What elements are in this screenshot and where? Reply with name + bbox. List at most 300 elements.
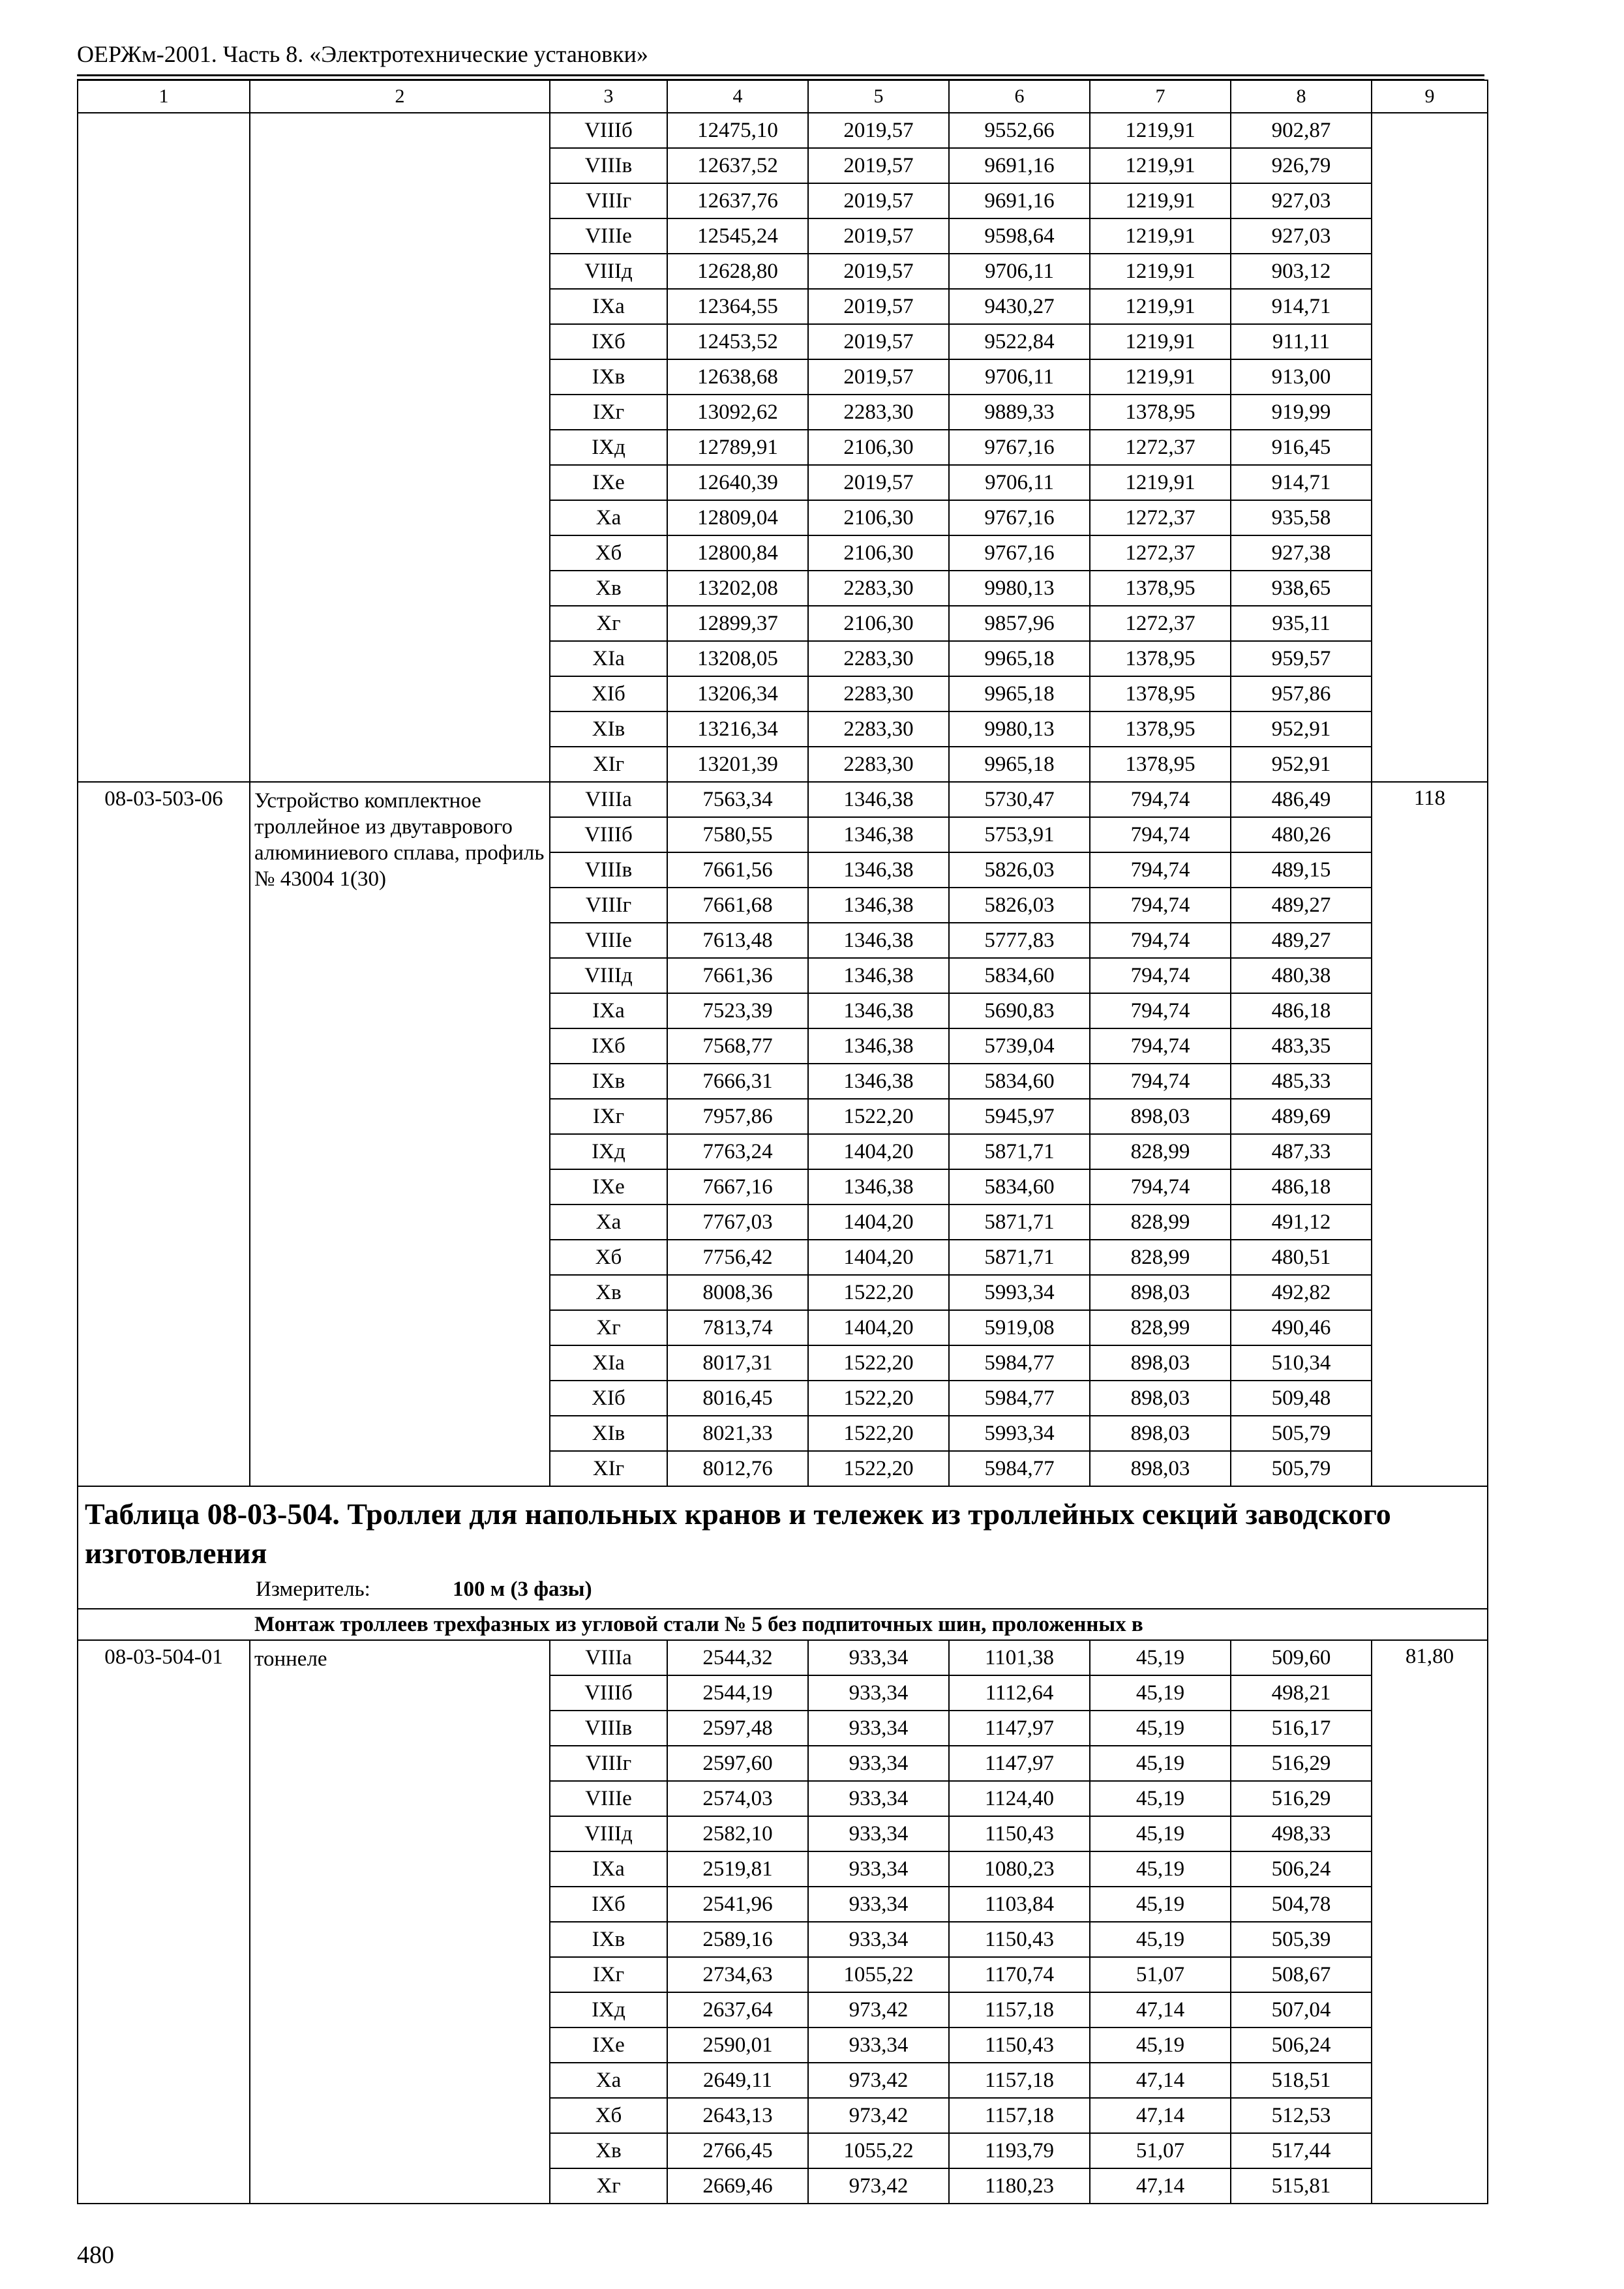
materials-cost: 914,71	[1231, 465, 1372, 500]
driver-wage: 45,19	[1090, 1816, 1231, 1851]
rate-description: Устройство комплектное троллейное из двутаврового алюминиевого сплава, профиль № 43004 1(30)	[250, 782, 550, 1486]
driver-wage: 794,74	[1090, 1064, 1231, 1099]
materials-cost: 903,12	[1231, 254, 1372, 289]
driver-wage: 45,19	[1090, 1640, 1231, 1675]
labor-cost: 2283,30	[808, 711, 949, 747]
region-code: IXа	[550, 289, 667, 324]
driver-wage: 45,19	[1090, 1781, 1231, 1816]
driver-wage: 794,74	[1090, 782, 1231, 817]
materials-cost: 487,33	[1231, 1134, 1372, 1169]
total-cost: 12637,76	[667, 183, 808, 218]
region-code: VIIIб	[550, 113, 667, 148]
materials-cost: 486,18	[1231, 993, 1372, 1028]
total-cost: 7661,56	[667, 852, 808, 888]
region-code: VIIIе	[550, 218, 667, 254]
materials-cost: 902,87	[1231, 113, 1372, 148]
total-cost: 2637,64	[667, 1992, 808, 2027]
driver-wage: 794,74	[1090, 888, 1231, 923]
materials-cost: 506,24	[1231, 1851, 1372, 1887]
region-code: VIIIв	[550, 1711, 667, 1746]
rate-code: 08-03-504-01	[78, 1640, 250, 2204]
materials-cost: 516,29	[1231, 1746, 1372, 1781]
total-cost: 12453,52	[667, 324, 808, 359]
total-cost: 2766,45	[667, 2133, 808, 2168]
labor-cost: 973,42	[808, 2168, 949, 2204]
table-row	[78, 1640, 1488, 1675]
labor-cost: 933,34	[808, 1781, 949, 1816]
region-code: XIг	[550, 747, 667, 782]
materials-cost: 498,21	[1231, 1675, 1372, 1711]
machine-cost: 9552,66	[949, 113, 1090, 148]
total-cost: 7523,39	[667, 993, 808, 1028]
table-title-row	[78, 1486, 1488, 1609]
region-code: VIIIб	[550, 817, 667, 852]
region-code: VIIIв	[550, 852, 667, 888]
driver-wage: 45,19	[1090, 2027, 1231, 2063]
materials-cost: 927,03	[1231, 183, 1372, 218]
machine-cost: 9691,16	[949, 183, 1090, 218]
region-code: IXд	[550, 1134, 667, 1169]
labor-hours	[1372, 113, 1488, 782]
total-cost: 7957,86	[667, 1099, 808, 1134]
machine-cost: 5945,97	[949, 1099, 1090, 1134]
materials-cost: 515,81	[1231, 2168, 1372, 2204]
region-code: XIа	[550, 641, 667, 676]
total-cost: 12809,04	[667, 500, 808, 535]
region-code: IXе	[550, 2027, 667, 2063]
total-cost: 2519,81	[667, 1851, 808, 1887]
total-cost: 7813,74	[667, 1310, 808, 1345]
materials-cost: 927,03	[1231, 218, 1372, 254]
labor-cost: 1346,38	[808, 1064, 949, 1099]
rates-table	[77, 80, 1488, 2204]
total-cost: 7580,55	[667, 817, 808, 852]
labor-cost: 1404,20	[808, 1134, 949, 1169]
total-cost: 12637,52	[667, 148, 808, 183]
machine-cost: 5834,60	[949, 958, 1090, 993]
labor-cost: 2283,30	[808, 747, 949, 782]
labor-cost: 1522,20	[808, 1381, 949, 1416]
column-number: 4	[667, 80, 808, 113]
machine-cost: 5826,03	[949, 852, 1090, 888]
machine-cost: 9857,96	[949, 606, 1090, 641]
driver-wage: 47,14	[1090, 2098, 1231, 2133]
total-cost: 7767,03	[667, 1204, 808, 1240]
total-cost: 2734,63	[667, 1957, 808, 1992]
materials-cost: 959,57	[1231, 641, 1372, 676]
header-rule	[77, 74, 1484, 76]
total-cost: 12638,68	[667, 359, 808, 395]
labor-cost: 1346,38	[808, 993, 949, 1028]
total-cost: 13208,05	[667, 641, 808, 676]
total-cost: 12364,55	[667, 289, 808, 324]
materials-cost: 518,51	[1231, 2063, 1372, 2098]
running-header: ОЕРЖм-2001. Часть 8. «Электротехнические установки»	[77, 41, 648, 67]
region-code: Xв	[550, 571, 667, 606]
machine-cost: 5984,77	[949, 1345, 1090, 1381]
machine-cost: 5826,03	[949, 888, 1090, 923]
driver-wage: 794,74	[1090, 958, 1231, 993]
driver-wage: 794,74	[1090, 817, 1231, 852]
machine-cost: 1170,74	[949, 1957, 1090, 1992]
driver-wage: 1272,37	[1090, 430, 1231, 465]
labor-cost: 1346,38	[808, 1169, 949, 1204]
driver-wage: 898,03	[1090, 1275, 1231, 1310]
driver-wage: 1378,95	[1090, 395, 1231, 430]
labor-cost: 933,34	[808, 1851, 949, 1887]
materials-cost: 512,53	[1231, 2098, 1372, 2133]
materials-cost: 508,67	[1231, 1957, 1372, 1992]
labor-cost: 1522,20	[808, 1275, 949, 1310]
labor-cost: 2019,57	[808, 289, 949, 324]
region-code: Xв	[550, 1275, 667, 1310]
machine-cost: 5777,83	[949, 923, 1090, 958]
labor-cost: 1346,38	[808, 888, 949, 923]
machine-cost: 5834,60	[949, 1169, 1090, 1204]
machine-cost: 5730,47	[949, 782, 1090, 817]
machine-cost: 9522,84	[949, 324, 1090, 359]
total-cost: 8021,33	[667, 1416, 808, 1451]
region-code: Xа	[550, 2063, 667, 2098]
region-code: IXб	[550, 1028, 667, 1064]
total-cost: 2582,10	[667, 1816, 808, 1851]
machine-cost: 5919,08	[949, 1310, 1090, 1345]
labor-cost: 933,34	[808, 1887, 949, 1922]
driver-wage: 45,19	[1090, 1675, 1231, 1711]
region-code: Xб	[550, 1240, 667, 1275]
total-cost: 12545,24	[667, 218, 808, 254]
driver-wage: 1378,95	[1090, 571, 1231, 606]
materials-cost: 505,79	[1231, 1416, 1372, 1451]
driver-wage: 1378,95	[1090, 676, 1231, 711]
machine-cost: 5834,60	[949, 1064, 1090, 1099]
machine-cost: 9706,11	[949, 465, 1090, 500]
driver-wage: 1272,37	[1090, 535, 1231, 571]
region-code: VIIIг	[550, 183, 667, 218]
column-number: 9	[1372, 80, 1488, 113]
region-code: IXг	[550, 1099, 667, 1134]
labor-cost: 2019,57	[808, 218, 949, 254]
materials-cost: 916,45	[1231, 430, 1372, 465]
labor-cost: 2283,30	[808, 641, 949, 676]
driver-wage: 47,14	[1090, 2063, 1231, 2098]
region-code: VIIIг	[550, 888, 667, 923]
labor-cost: 1522,20	[808, 1451, 949, 1486]
region-code: IXа	[550, 993, 667, 1028]
region-code: XIг	[550, 1451, 667, 1486]
driver-wage: 1219,91	[1090, 113, 1231, 148]
machine-cost: 1112,64	[949, 1675, 1090, 1711]
total-cost: 13206,34	[667, 676, 808, 711]
rate-description: тоннеле	[250, 1640, 550, 2204]
materials-cost: 480,26	[1231, 817, 1372, 852]
materials-cost: 505,39	[1231, 1922, 1372, 1957]
machine-cost: 5993,34	[949, 1416, 1090, 1451]
region-code: VIIIд	[550, 254, 667, 289]
total-cost: 8017,31	[667, 1345, 808, 1381]
materials-cost: 480,38	[1231, 958, 1372, 993]
machine-cost: 5690,83	[949, 993, 1090, 1028]
total-cost: 7661,68	[667, 888, 808, 923]
driver-wage: 898,03	[1090, 1099, 1231, 1134]
total-cost: 2669,46	[667, 2168, 808, 2204]
region-code: IXе	[550, 1169, 667, 1204]
driver-wage: 1219,91	[1090, 324, 1231, 359]
column-number: 8	[1231, 80, 1372, 113]
labor-cost: 2283,30	[808, 395, 949, 430]
driver-wage: 1378,95	[1090, 747, 1231, 782]
machine-cost: 5993,34	[949, 1275, 1090, 1310]
labor-cost: 2019,57	[808, 148, 949, 183]
rate-code: 08-03-503-06	[78, 782, 250, 1486]
total-cost: 7756,42	[667, 1240, 808, 1275]
column-number: 7	[1090, 80, 1231, 113]
region-code: Xг	[550, 1310, 667, 1345]
materials-cost: 914,71	[1231, 289, 1372, 324]
materials-cost: 509,48	[1231, 1381, 1372, 1416]
region-code: IXе	[550, 465, 667, 500]
driver-wage: 794,74	[1090, 1028, 1231, 1064]
machine-cost: 5984,77	[949, 1381, 1090, 1416]
machine-cost: 1103,84	[949, 1887, 1090, 1922]
total-cost: 2590,01	[667, 2027, 808, 2063]
machine-cost: 9691,16	[949, 148, 1090, 183]
machine-cost: 9598,64	[949, 218, 1090, 254]
materials-cost: 490,46	[1231, 1310, 1372, 1345]
machine-cost: 5739,04	[949, 1028, 1090, 1064]
driver-wage: 1378,95	[1090, 641, 1231, 676]
labor-cost: 933,34	[808, 2027, 949, 2063]
machine-cost: 1124,40	[949, 1781, 1090, 1816]
region-code: VIIIб	[550, 1675, 667, 1711]
driver-wage: 51,07	[1090, 2133, 1231, 2168]
region-code: IXв	[550, 1064, 667, 1099]
table-title-cell	[78, 1486, 1488, 1609]
driver-wage: 1272,37	[1090, 500, 1231, 535]
materials-cost: 919,99	[1231, 395, 1372, 430]
machine-cost: 9980,13	[949, 711, 1090, 747]
region-code: VIIIа	[550, 782, 667, 817]
labor-cost: 933,34	[808, 1816, 949, 1851]
machine-cost: 5984,77	[949, 1451, 1090, 1486]
labor-cost: 2019,57	[808, 324, 949, 359]
driver-wage: 1219,91	[1090, 359, 1231, 395]
labor-cost: 2106,30	[808, 606, 949, 641]
labor-cost: 933,34	[808, 1922, 949, 1957]
driver-wage: 1272,37	[1090, 606, 1231, 641]
machine-cost: 1147,97	[949, 1711, 1090, 1746]
labor-cost: 2019,57	[808, 254, 949, 289]
materials-cost: 516,29	[1231, 1781, 1372, 1816]
machine-cost: 5871,71	[949, 1240, 1090, 1275]
labor-cost: 2106,30	[808, 535, 949, 571]
materials-cost: 957,86	[1231, 676, 1372, 711]
machine-cost: 1157,18	[949, 2098, 1090, 2133]
machine-cost: 9965,18	[949, 641, 1090, 676]
labor-cost: 973,42	[808, 2098, 949, 2133]
machine-cost: 1101,38	[949, 1640, 1090, 1675]
machine-cost: 9965,18	[949, 747, 1090, 782]
region-code: Xб	[550, 2098, 667, 2133]
labor-cost: 2106,30	[808, 500, 949, 535]
total-cost: 2597,60	[667, 1746, 808, 1781]
labor-cost: 1346,38	[808, 1028, 949, 1064]
labor-cost: 1346,38	[808, 958, 949, 993]
machine-cost: 1150,43	[949, 1816, 1090, 1851]
driver-wage: 794,74	[1090, 923, 1231, 958]
machine-cost: 1193,79	[949, 2133, 1090, 2168]
materials-cost: 952,91	[1231, 711, 1372, 747]
machine-cost: 9767,16	[949, 430, 1090, 465]
section-title: Монтаж троллеев трехфазных из угловой стали № 5 без подпиточных шин, проложенных в	[78, 1609, 1488, 1640]
machine-cost: 1147,97	[949, 1746, 1090, 1781]
driver-wage: 898,03	[1090, 1451, 1231, 1486]
region-code: IXг	[550, 1957, 667, 1992]
total-cost: 12899,37	[667, 606, 808, 641]
total-cost: 7568,77	[667, 1028, 808, 1064]
driver-wage: 1219,91	[1090, 465, 1231, 500]
driver-wage: 1219,91	[1090, 218, 1231, 254]
total-cost: 7563,34	[667, 782, 808, 817]
driver-wage: 828,99	[1090, 1134, 1231, 1169]
machine-cost: 1180,23	[949, 2168, 1090, 2204]
driver-wage: 45,19	[1090, 1711, 1231, 1746]
materials-cost: 935,11	[1231, 606, 1372, 641]
total-cost: 2544,19	[667, 1675, 808, 1711]
driver-wage: 828,99	[1090, 1204, 1231, 1240]
materials-cost: 483,35	[1231, 1028, 1372, 1064]
total-cost: 13092,62	[667, 395, 808, 430]
machine-cost: 1157,18	[949, 2063, 1090, 2098]
materials-cost: 492,82	[1231, 1275, 1372, 1310]
region-code: IXа	[550, 1851, 667, 1887]
region-code: VIIIе	[550, 923, 667, 958]
labor-cost: 2283,30	[808, 571, 949, 606]
rate-code	[78, 113, 250, 782]
materials-cost: 913,00	[1231, 359, 1372, 395]
materials-cost: 507,04	[1231, 1992, 1372, 2027]
total-cost: 7763,24	[667, 1134, 808, 1169]
materials-cost: 486,49	[1231, 782, 1372, 817]
materials-cost: 952,91	[1231, 747, 1372, 782]
total-cost: 2574,03	[667, 1781, 808, 1816]
region-code: IXб	[550, 324, 667, 359]
machine-cost: 1080,23	[949, 1851, 1090, 1887]
labor-cost: 1404,20	[808, 1310, 949, 1345]
labor-cost: 2019,57	[808, 113, 949, 148]
machine-cost: 9889,33	[949, 395, 1090, 430]
region-code: Xв	[550, 2133, 667, 2168]
total-cost: 2597,48	[667, 1711, 808, 1746]
total-cost: 7666,31	[667, 1064, 808, 1099]
total-cost: 2649,11	[667, 2063, 808, 2098]
materials-cost: 509,60	[1231, 1640, 1372, 1675]
measure-line	[85, 1574, 1481, 1604]
total-cost: 12800,84	[667, 535, 808, 571]
materials-cost: 480,51	[1231, 1240, 1372, 1275]
column-number-row	[78, 80, 1488, 113]
labor-cost: 2019,57	[808, 359, 949, 395]
total-cost: 2643,13	[667, 2098, 808, 2133]
machine-cost: 1157,18	[949, 1992, 1090, 2027]
labor-cost: 973,42	[808, 2063, 949, 2098]
total-cost: 12628,80	[667, 254, 808, 289]
total-cost: 12640,39	[667, 465, 808, 500]
machine-cost: 1150,43	[949, 2027, 1090, 2063]
labor-cost: 933,34	[808, 1746, 949, 1781]
column-number: 5	[808, 80, 949, 113]
labor-cost: 1055,22	[808, 2133, 949, 2168]
labor-cost: 933,34	[808, 1640, 949, 1675]
driver-wage: 45,19	[1090, 1887, 1231, 1922]
materials-cost: 485,33	[1231, 1064, 1372, 1099]
region-code: IXв	[550, 1922, 667, 1957]
total-cost: 12789,91	[667, 430, 808, 465]
page-number: 480	[77, 2241, 114, 2269]
region-code: Xб	[550, 535, 667, 571]
labor-cost: 1522,20	[808, 1099, 949, 1134]
driver-wage: 45,19	[1090, 1851, 1231, 1887]
table-row	[78, 113, 1488, 148]
driver-wage: 45,19	[1090, 1922, 1231, 1957]
materials-cost: 504,78	[1231, 1887, 1372, 1922]
region-code: XIб	[550, 1381, 667, 1416]
total-cost: 7661,36	[667, 958, 808, 993]
driver-wage: 1219,91	[1090, 183, 1231, 218]
region-code: XIв	[550, 711, 667, 747]
region-code: VIIIе	[550, 1781, 667, 1816]
table-row	[78, 782, 1488, 817]
driver-wage: 47,14	[1090, 2168, 1231, 2204]
region-code: VIIIа	[550, 1640, 667, 1675]
labor-hours: 118	[1372, 782, 1488, 1486]
driver-wage: 898,03	[1090, 1381, 1231, 1416]
region-code: IXд	[550, 430, 667, 465]
region-code: IXд	[550, 1992, 667, 2027]
total-cost: 2589,16	[667, 1922, 808, 1957]
machine-cost: 9706,11	[949, 254, 1090, 289]
labor-cost: 1346,38	[808, 923, 949, 958]
driver-wage: 1219,91	[1090, 289, 1231, 324]
section-title-row	[78, 1609, 1488, 1640]
region-code: XIб	[550, 676, 667, 711]
labor-cost: 2106,30	[808, 430, 949, 465]
driver-wage: 794,74	[1090, 1169, 1231, 1204]
driver-wage: 898,03	[1090, 1345, 1231, 1381]
region-code: IXв	[550, 359, 667, 395]
labor-cost: 1522,20	[808, 1345, 949, 1381]
materials-cost: 489,27	[1231, 923, 1372, 958]
labor-cost: 933,34	[808, 1675, 949, 1711]
materials-cost: 926,79	[1231, 148, 1372, 183]
driver-wage: 47,14	[1090, 1992, 1231, 2027]
region-code: VIIIг	[550, 1746, 667, 1781]
total-cost: 8016,45	[667, 1381, 808, 1416]
driver-wage: 1378,95	[1090, 711, 1231, 747]
region-code: Xа	[550, 1204, 667, 1240]
total-cost: 8012,76	[667, 1451, 808, 1486]
materials-cost: 516,17	[1231, 1711, 1372, 1746]
labor-cost: 1055,22	[808, 1957, 949, 1992]
region-code: VIIIд	[550, 1816, 667, 1851]
materials-cost: 498,33	[1231, 1816, 1372, 1851]
region-code: IXг	[550, 395, 667, 430]
rate-description	[250, 113, 550, 782]
column-number: 2	[250, 80, 550, 113]
labor-cost: 2283,30	[808, 676, 949, 711]
driver-wage: 828,99	[1090, 1310, 1231, 1345]
machine-cost: 9430,27	[949, 289, 1090, 324]
